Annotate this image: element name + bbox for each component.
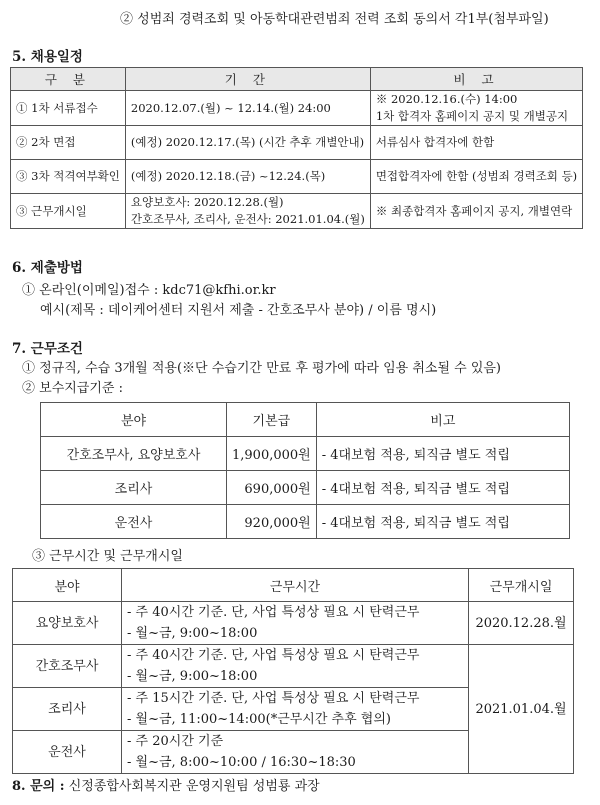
section-6-title: 6. 제출방법 <box>12 260 83 276</box>
hours-detail-line: - 주 20시간 기준 <box>127 734 224 749</box>
hours-header-row <box>13 569 574 602</box>
schedule-period <box>125 194 370 229</box>
salary-note: - 4대보험 적용, 퇴직금 별도 적립 <box>316 505 569 539</box>
hours-row <box>13 602 574 645</box>
salary-header-pay: 기본급 <box>227 403 317 437</box>
salary-table <box>40 402 570 539</box>
section-5-title: 5. 채용일정 <box>12 49 83 65</box>
hours-row <box>13 645 574 688</box>
schedule-header-stage: 구 분 <box>11 68 126 91</box>
salary-note: - 4대보험 적용, 퇴직금 별도 적립 <box>316 471 569 505</box>
contact-line <box>12 775 320 794</box>
salary-header-field: 분야 <box>41 403 227 437</box>
schedule-row <box>11 91 583 126</box>
schedule-note-line: ※ 2020.12.16.(수) 14:00 <box>375 92 518 106</box>
salary-field: 운전사 <box>41 505 227 539</box>
schedule-header-note: 비 고 <box>370 68 582 91</box>
hours-detail-line: - 월~금, 9:00~18:00 <box>127 626 258 641</box>
hours-detail-line: - 주 15시간 기준. 단, 사업 특성상 필요 시 탄력근무 <box>127 691 420 706</box>
submission-example: 예시(제목 : 데이케어센터 지원서 제출 - 간호조무사 분야) / 이름 명시) <box>40 303 437 318</box>
hours-header-field: 분야 <box>13 569 122 602</box>
section-7-title: 7. 근무조건 <box>12 341 83 357</box>
hours-header-hours: 근무시간 <box>122 569 469 602</box>
hours-field: 조리사 <box>13 688 122 731</box>
hours-field: 간호조무사 <box>13 645 122 688</box>
hours-label: ③ 근무시간 및 근무개시일 <box>32 549 183 564</box>
schedule-period-line: 간호조무사, 조리사, 운전사: 2021.01.04.(월) <box>130 212 365 226</box>
schedule-period: (예정) 2020.12.18.(금) ~12.24.(목) <box>125 160 370 194</box>
schedule-row <box>11 160 583 194</box>
salary-pay: 690,000원 <box>227 471 317 505</box>
hours-field: 운전사 <box>13 731 122 774</box>
submission-email: ① 온라인(이메일)접수 : kdc71@kfhi.or.kr <box>22 283 276 298</box>
hours-detail-line: - 주 40시간 기준. 단, 사업 특성상 필요 시 탄력근무 <box>127 605 420 620</box>
schedule-period: 2020.12.07.(월) ~ 12.14.(월) 24:00 <box>125 91 370 126</box>
hours-detail <box>122 645 469 688</box>
salary-row <box>41 471 570 505</box>
hours-detail-line: - 월~금, 8:00~10:00 / 16:30~18:30 <box>127 755 356 770</box>
hours-detail <box>122 731 469 774</box>
schedule-table <box>10 67 583 229</box>
hours-table <box>12 568 574 774</box>
schedule-note: 서류심사 합격자에 한함 <box>370 126 582 160</box>
hours-detail-line: - 주 40시간 기준. 단, 사업 특성상 필요 시 탄력근무 <box>127 648 420 663</box>
schedule-stage: ② 2차 면접 <box>11 126 126 160</box>
hours-start: 2021.01.04.월 <box>469 645 574 774</box>
schedule-period: (예정) 2020.12.17.(목) (시간 추후 개별안내) <box>125 126 370 160</box>
schedule-stage: ③ 근무개시일 <box>11 194 126 229</box>
salary-label: ② 보수지급기준 : <box>22 381 123 396</box>
salary-field: 조리사 <box>41 471 227 505</box>
salary-pay: 1,900,000원 <box>227 437 317 471</box>
employment-type: ① 정규직, 수습 3개월 적용(※단 수습기간 만료 후 평가에 따라 임용 취소될 수 있음) <box>22 361 502 376</box>
hours-detail <box>122 688 469 731</box>
hours-start: 2020.12.28.월 <box>469 602 574 645</box>
salary-row <box>41 437 570 471</box>
schedule-note-line: 1차 합격자 홈페이지 공지 및 개별공지 <box>375 109 569 123</box>
schedule-period-line: 요양보호사: 2020.12.28.(월) <box>130 195 284 209</box>
schedule-note: ※ 최종합격자 홈페이지 공지, 개별연락 <box>370 194 582 229</box>
schedule-stage: ① 1차 서류접수 <box>11 91 126 126</box>
salary-header-row <box>41 403 570 437</box>
hours-detail <box>122 602 469 645</box>
schedule-header-row <box>11 68 583 91</box>
contact-label: 8. 문의 : <box>12 779 65 794</box>
hours-detail-line: - 월~금, 11:00~14:00(*근무시간 추후 협의) <box>127 712 391 727</box>
schedule-row <box>11 126 583 160</box>
salary-row <box>41 505 570 539</box>
schedule-stage: ③ 3차 적격여부확인 <box>11 160 126 194</box>
contact-text: 신정종합사회복지관 운영지원팀 성범룡 과장 <box>68 779 320 794</box>
hours-detail-line: - 월~금, 9:00~18:00 <box>127 669 258 684</box>
hours-field: 요양보호사 <box>13 602 122 645</box>
top-note: ② 성범죄 경력조회 및 아동학대관련범죄 전력 조회 동의서 각1부(첨부파일) <box>120 12 549 27</box>
salary-field: 간호조무사, 요양보호사 <box>41 437 227 471</box>
schedule-note: 면접합격자에 한함 (성범죄 경력조회 등) <box>370 160 582 194</box>
schedule-note <box>370 91 582 126</box>
salary-note: - 4대보험 적용, 퇴직금 별도 적립 <box>316 437 569 471</box>
schedule-header-period: 기 간 <box>125 68 370 91</box>
salary-header-note: 비고 <box>316 403 569 437</box>
hours-header-start: 근무개시일 <box>469 569 574 602</box>
schedule-row <box>11 194 583 229</box>
salary-pay: 920,000원 <box>227 505 317 539</box>
